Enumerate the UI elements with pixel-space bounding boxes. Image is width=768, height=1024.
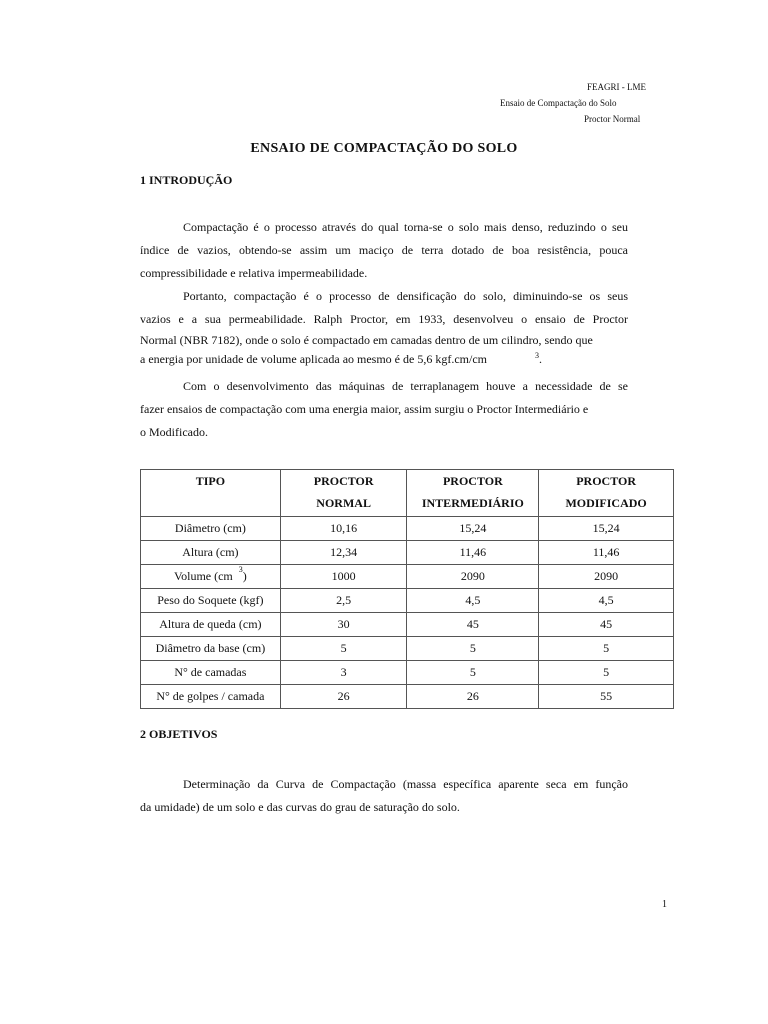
table-cell: 26 <box>407 685 539 709</box>
energy-text: a energia por unidade de volume aplicada ao mesmo é de 5,6 kgf.cm/cm <box>140 352 487 366</box>
table-row <box>141 565 674 589</box>
table-cell: Diâmetro (cm) <box>141 517 281 541</box>
table-header-row <box>141 470 674 517</box>
header-line: TIPO <box>195 474 226 488</box>
table-cell: 45 <box>407 613 539 637</box>
text-line: vazios e a sua permeabilidade. Ralph Proctor, em 1933, desenvolveu o ensaio de Proctor <box>140 312 628 326</box>
table-cell: 5 <box>407 661 539 685</box>
header-proctor-normal <box>280 470 407 517</box>
table-cell: 2090 <box>407 565 539 589</box>
header-line: PROCTOR <box>313 474 374 488</box>
volume-close-paren: ) <box>242 569 247 583</box>
page-number: 1 <box>662 899 667 910</box>
document-title: ENSAIO DE COMPACTAÇÃO DO SOLO <box>250 141 518 156</box>
table-cell: N° de camadas <box>141 661 281 685</box>
text-line: compressibilidade e relativa impermeabilidade. <box>140 266 368 280</box>
table-row <box>141 613 674 637</box>
table-cell: 2090 <box>539 565 674 589</box>
table-row <box>141 589 674 613</box>
objectives-paragraph <box>140 773 628 819</box>
table-cell: 15,24 <box>539 517 674 541</box>
table-cell: 12,34 <box>280 541 407 565</box>
table-cell: 11,46 <box>407 541 539 565</box>
table-cell: 4,5 <box>407 589 539 613</box>
table-cell: 5 <box>407 637 539 661</box>
text-line: índice de vazios, obtendo-se assim um maciço de terra dotado de boa resistência, pouca <box>140 243 628 257</box>
table-row <box>141 637 674 661</box>
table-row <box>141 661 674 685</box>
volume-exponent: 3 <box>238 565 243 574</box>
energy-unit-exponent: 3 <box>535 351 539 360</box>
header-subject: Ensaio de Compactação do Solo <box>500 98 617 108</box>
table-cell: 5 <box>539 661 674 685</box>
table-cell: Peso do Soquete (kgf) <box>141 589 281 613</box>
volume-label: Volume (cm <box>174 569 233 583</box>
table-row <box>141 685 674 709</box>
section-heading-introduction: 1 INTRODUÇÃO <box>140 173 233 187</box>
header-institution: FEAGRI - LME <box>587 82 646 92</box>
header-line: MODIFICADO <box>565 496 647 510</box>
header-proctor-modificado <box>539 470 674 517</box>
table-cell: 3 <box>280 661 407 685</box>
table-row <box>141 541 674 565</box>
introduction-paragraph-2 <box>140 285 628 369</box>
table-cell: 2,5 <box>280 589 407 613</box>
table-cell: 1000 <box>280 565 407 589</box>
table-cell: 45 <box>539 613 674 637</box>
table-cell: Altura (cm) <box>141 541 281 565</box>
text-line <box>140 350 628 369</box>
table-cell: 55 <box>539 685 674 709</box>
sentence-period: . <box>539 352 542 366</box>
header-line: NORMAL <box>316 496 371 510</box>
text-line: Com o desenvolvimento das máquinas de terraplanagem houve a necessidade de se <box>183 379 628 393</box>
header-line: INTERMEDIÁRIO <box>421 496 524 510</box>
table-cell: Diâmetro da base (cm) <box>141 637 281 661</box>
header-test-type: Proctor Normal <box>584 114 641 124</box>
table-cell <box>141 565 281 589</box>
table-cell: Altura de queda (cm) <box>141 613 281 637</box>
table-cell: 30 <box>280 613 407 637</box>
text-line: Normal (NBR 7182), onde o solo é compactado em camadas dentro de um cilindro, sendo que <box>140 333 593 347</box>
introduction-paragraph-1 <box>140 216 628 285</box>
text-line: fazer ensaios de compactação com uma energia maior, assim surgiu o Proctor Intermediário e <box>140 402 589 416</box>
header-proctor-intermediario <box>407 470 539 517</box>
table-cell: 5 <box>539 637 674 661</box>
text-line: Determinação da Curva de Compactação (massa específica aparente seca em função <box>183 777 628 791</box>
text-line: o Modificado. <box>140 425 208 439</box>
introduction-paragraph-3 <box>140 375 628 444</box>
table-cell: 5 <box>280 637 407 661</box>
section-heading-objectives: 2 OBJETIVOS <box>140 727 218 741</box>
table-cell: 10,16 <box>280 517 407 541</box>
text-line: da umidade) de um solo e das curvas do grau de saturação do solo. <box>140 800 460 814</box>
header-line: PROCTOR <box>576 474 636 488</box>
table-cell: 15,24 <box>407 517 539 541</box>
table-cell: N° de golpes / camada <box>141 685 281 709</box>
header-tipo <box>141 470 281 517</box>
text-line: Compactação é o processo através do qual torna-se o solo mais denso, reduzindo o seu <box>183 220 628 234</box>
table-cell: 11,46 <box>539 541 674 565</box>
table-cell: 4,5 <box>539 589 674 613</box>
header-line: PROCTOR <box>442 474 503 488</box>
proctor-comparison-table <box>140 469 674 709</box>
table-cell: 26 <box>280 685 407 709</box>
table-row <box>141 517 674 541</box>
text-line: Portanto, compactação é o processo de densificação do solo, diminuindo-se os seus <box>183 289 628 303</box>
